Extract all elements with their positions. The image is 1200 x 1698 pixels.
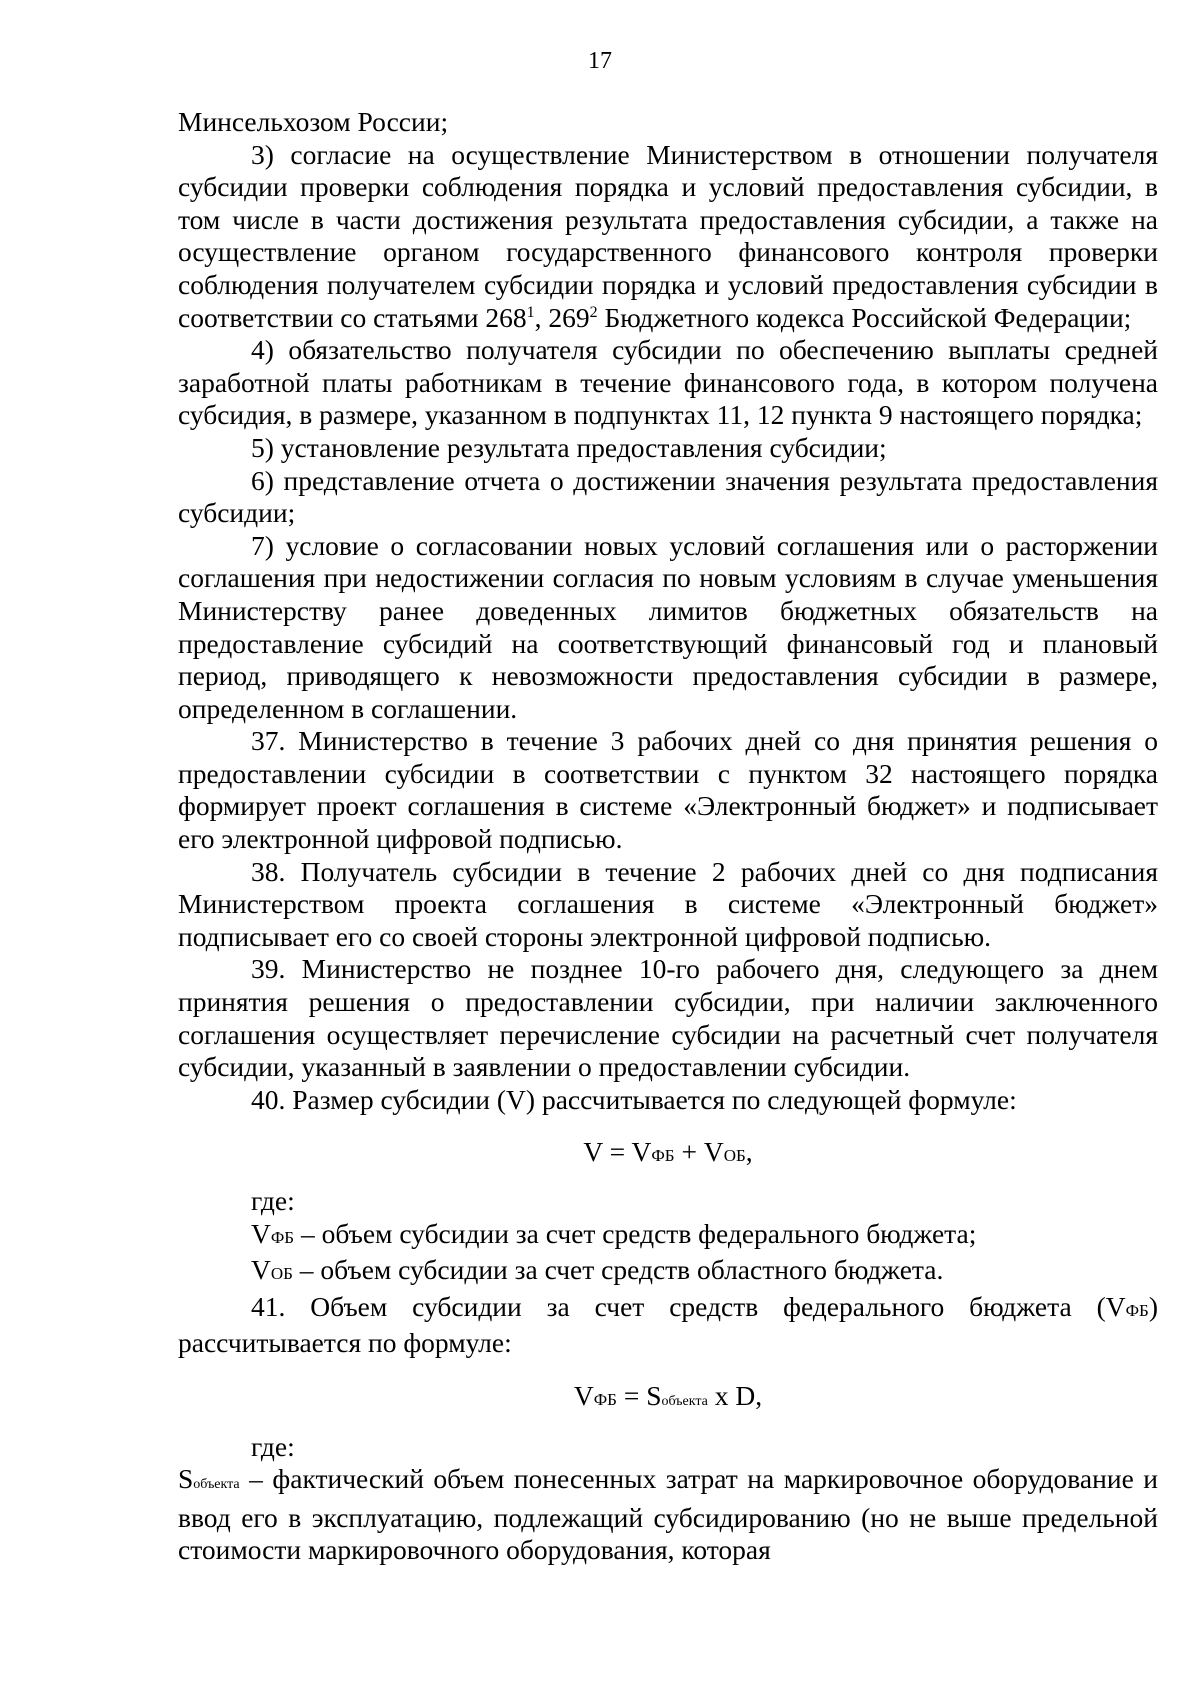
definition-s-object: Sобъекта – фактический объем понесенных затрат на маркировочное оборудование и ввод его в эксплуатацию, подлежащий субсидированию (но не выше предельной стоимости маркировочного оборудования, которая [178,1463,1158,1566]
paragraph-37: 37. Министерство в течение 3 рабочих дней со дня принятия решения о предоставлении субсидии в соответствии с пунктом 32 настоящего порядка формирует проект соглашения в системе «Электронный бюджет» и подписывает его электронной цифровой подписью. [178,725,1158,855]
paragraph-item-7: 7) условие о согласовании новых условий соглашения или о расторжении соглашения при недостижении согласия по новым условиям в случае уменьшения Министерству ранее доведенных лимитов бюджетных обязательств на предоставление субсидий на соответствующий финансовый год и плановый период, приводящего к невозможности предоставления субсидии в размере, определенном в соглашении. [178,529,1158,724]
where-label-2: где: [251,1430,295,1462]
paragraph-item-5: 5) установление результата предоставления субсидии; [251,431,887,463]
paragraph-40: 40. Размер субсидии (V) рассчитывается по следующей формуле: [251,1083,1017,1115]
definition-v-fb: VФБ – объем субсидии за счет средств федерального бюджета; [251,1217,977,1249]
formula-federal-subsidy: VФБ = Sобъекта x D, [573,1379,763,1411]
paragraph-item-6: 6) представление отчета о достижении значения результата предоставления субсидии; [178,464,1158,529]
paragraph-item-3: 3) согласие на осуществление Министерством в отношении получателя субсидии проверки соблюдения порядка и условий предоставления субсидии, в том числе в части достижения результата предоставления субсидии, а также на осуществление органом государственного финансового контроля проверки соблюдения получателем субсидии порядка и условий предоставления субсидии в соответствии со статьями $268^1$, $269^2$ Бюджетного кодекса Российской Федерации; [178,138,1158,333]
definition-v-ob: VОБ – объем субсидии за счет средств областного бюджета. [251,1254,944,1286]
paragraph-item-4: 4) обязательство получателя субсидии по обеспечению выплаты средней заработной платы работникам в течение финансового года, в котором получена субсидия, в размере, указанном в подпунктах 11, 12 пункта 9 настоящего порядка; [178,334,1158,431]
paragraph-38: 38. Получатель субсидии в течение 2 рабочих дней со дня подписания Министерством проекта соглашения в системе «Электронный бюджет» подписывает его со своей стороны электронной цифровой подписью. [178,855,1158,952]
page-number: 17 [588,48,612,74]
paragraph-continuation: Минсельхозом России; [178,106,449,137]
paragraph-39: 39. Министерство не позднее 10-го рабочего дня, следующего за днем принятия решения о предоставлении субсидии, при наличии заключенного соглашения осуществляет перечисление субсидии на расчетный счет получателя субсидии, указанный в заявлении о предоставлении субсидии. [178,953,1158,1083]
document-body [178,106,1158,1567]
paragraph-41: 41. Объем субсидии за счет средств федерального бюджета (VФБ) рассчитывается по формуле: [178,1290,1158,1359]
formula-total-subsidy: V = VФБ + VОБ, [583,1136,753,1168]
where-label: где: [251,1185,295,1216]
